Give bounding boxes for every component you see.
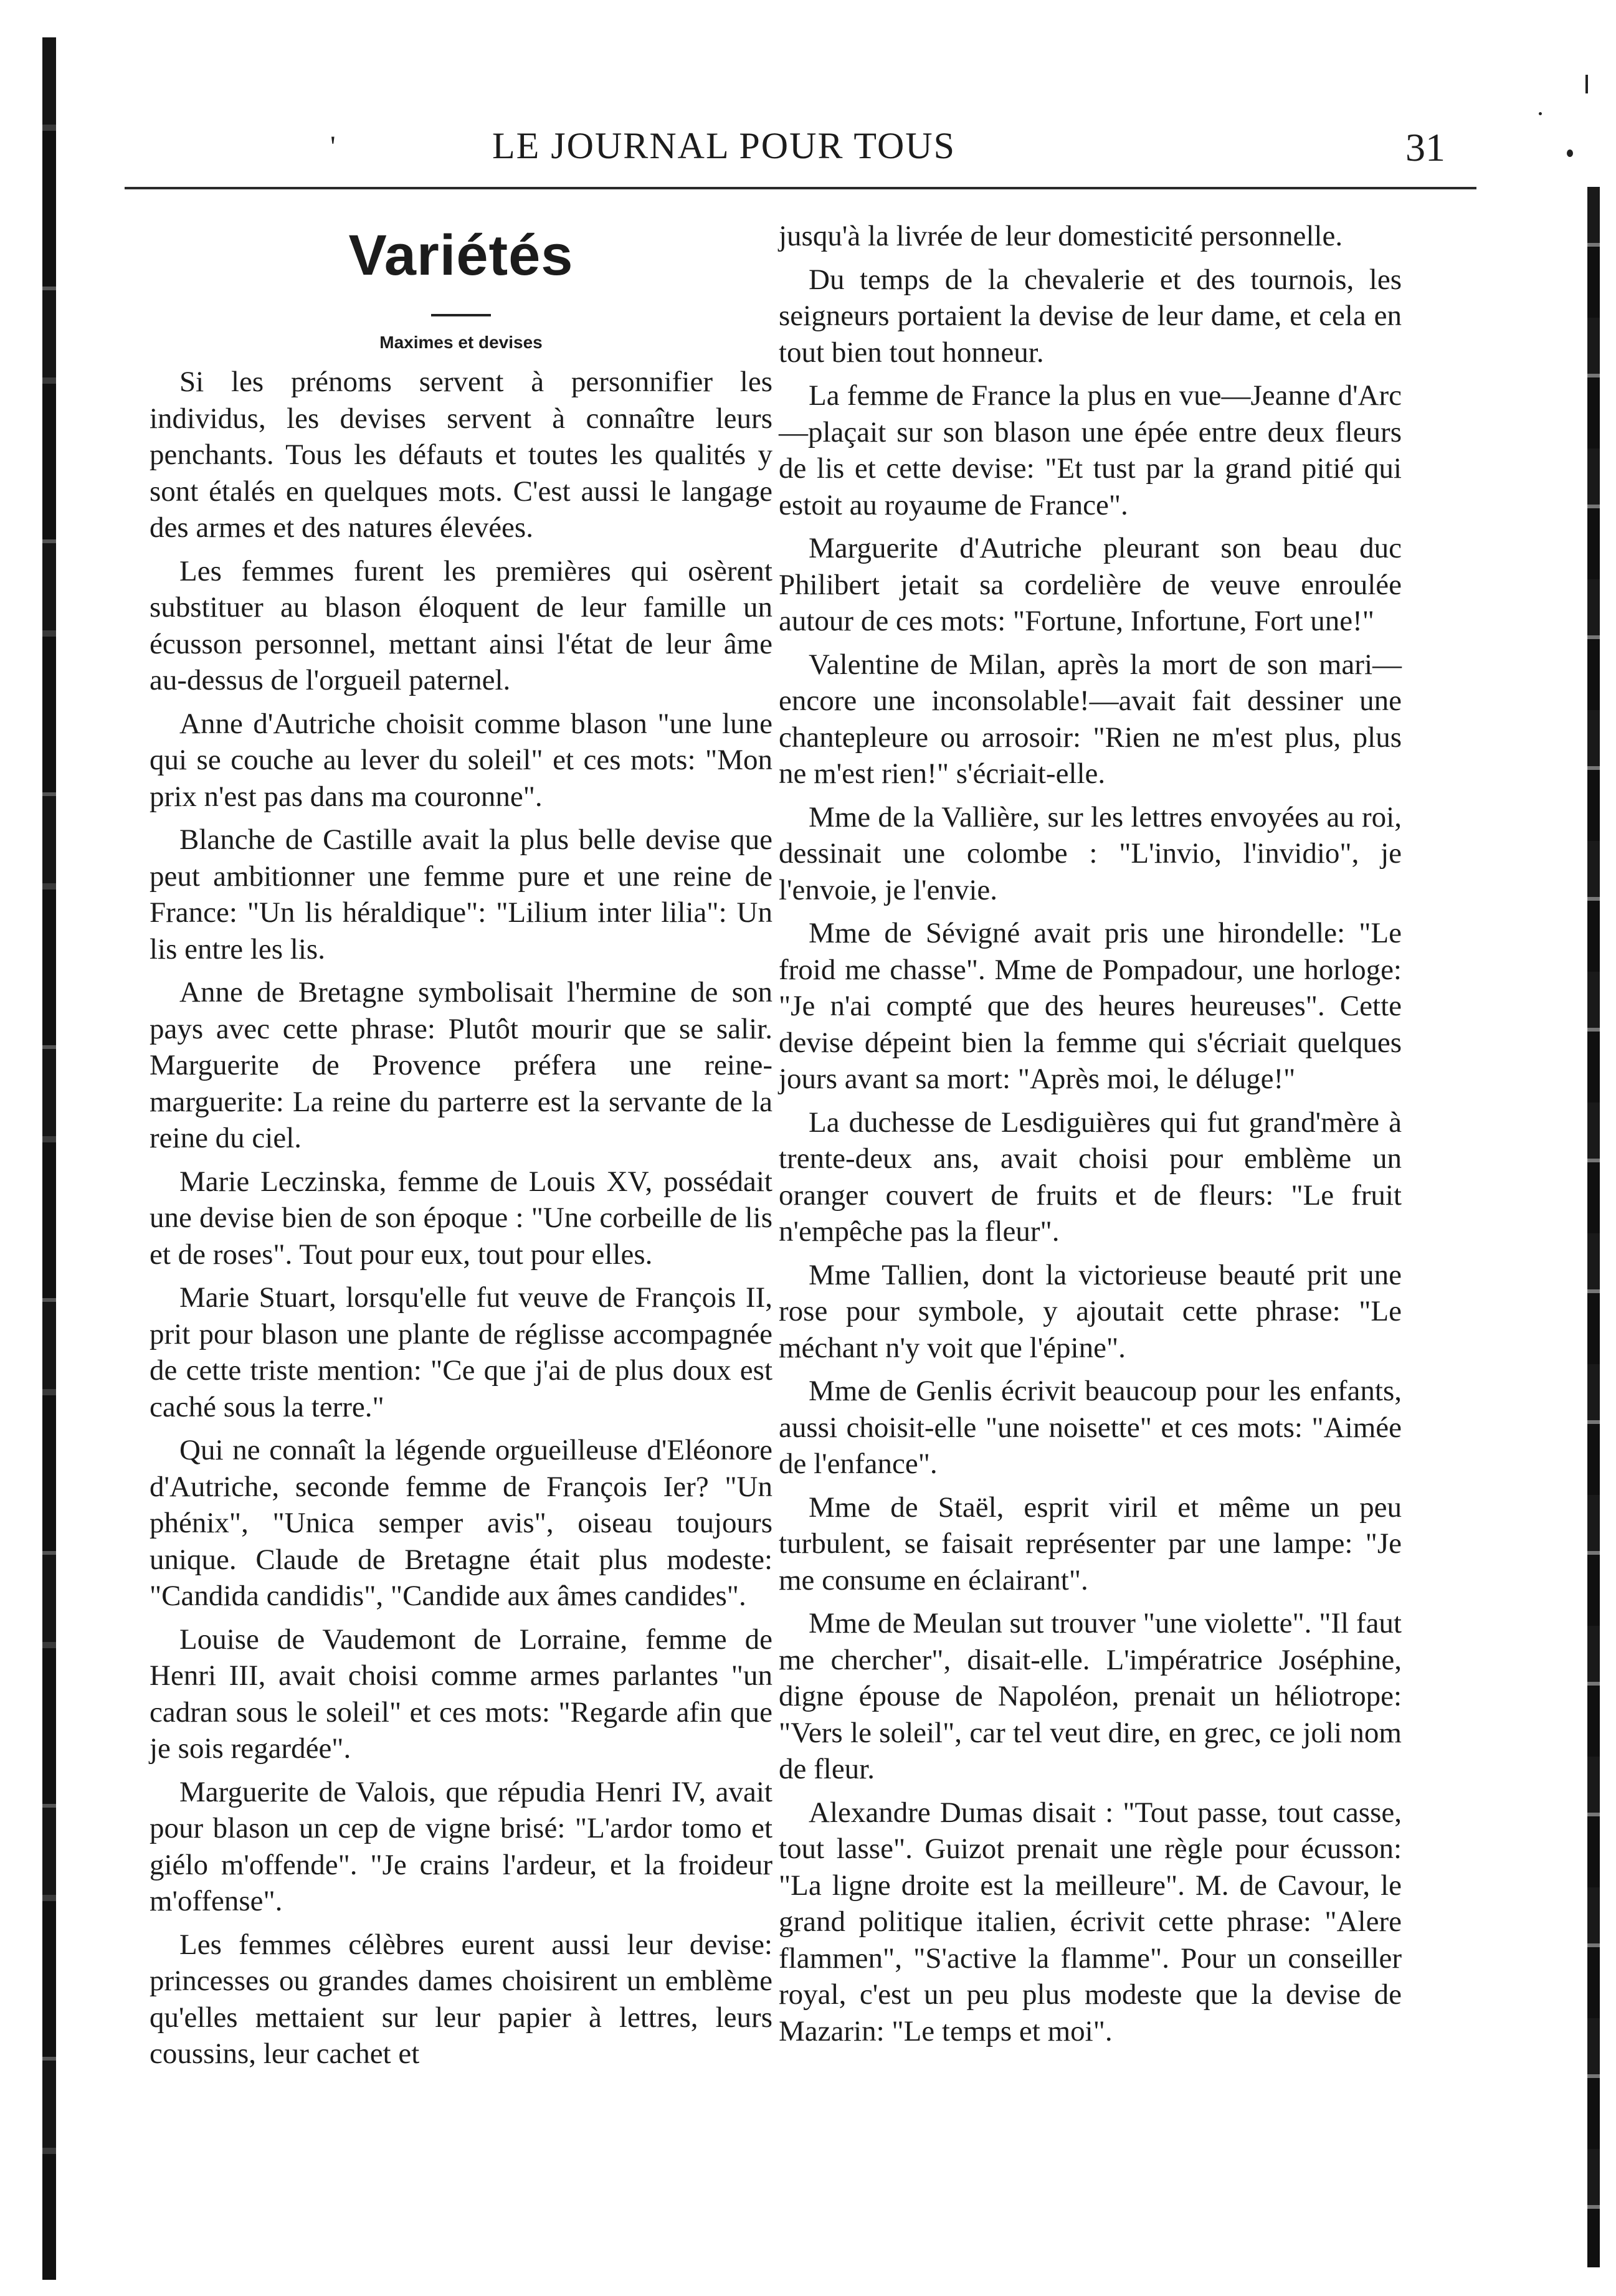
paragraph: Marie Stuart, lorsqu'elle fut veuve de François II, prit pour blason une plante de réglisse accompagnée de cette triste mention: "Ce que j'ai de plus doux est caché sous la terre." [150, 1281, 772, 1423]
paragraph: Anne d'Autriche choisit comme blason "une lune qui se couche au lever du soleil" et ces mots: "Mon prix n'est pas dans ma couronne". [150, 707, 772, 813]
journal-title: LE JOURNAL POUR TOUS [492, 125, 956, 166]
header-mark: ' [330, 130, 336, 163]
scan-edge-left [42, 37, 56, 2280]
scan-speck [1567, 149, 1573, 157]
scan-speck [1539, 112, 1542, 115]
paragraph: Marie Leczinska, femme de Louis XV, possédait une devise bien de son époque : "Une corbeille de lis et de roses". Tout pour eux, tout pour elles. [150, 1165, 772, 1271]
paragraph: Marguerite d'Autriche pleurant son beau duc Philibert jetait sa cordelière de veuve enroulée autour de ces mots: "Fortune, Infortune, Fort une!" [779, 532, 1402, 637]
section-title: Variétés [348, 224, 574, 287]
right-column [779, 218, 1402, 2056]
paragraph: Mme de Staël, esprit viril et même un peu turbulent, se faisait représenter par une lampe: "Je me consume en éclairant". [779, 1491, 1402, 1596]
scan-edge-right [1587, 187, 1600, 2267]
paragraph: Alexandre Dumas disait : "Tout passe, tout casse, tout lasse". Guizot prenait une règle pour écusson: "La ligne droite est la meilleure". M. de Cavour, le grand politique italien, écrivit cette phrase: "Alere flammen", "S'active la flamme". Pour un conseiller royal, c'est un peu plus modeste que la devise de Mazarin: "Le temps et moi". [779, 1796, 1402, 2047]
left-column [150, 218, 772, 2079]
paragraph: Du temps de la chevalerie et des tournois, les seigneurs portaient la devise de leur dame, et cela en tout bien tout honneur. [779, 263, 1402, 369]
paragraph: Louise de Vaudemont de Lorraine, femme de Henri III, avait choisi comme armes parlantes "un cadran sous le soleil" et ces mots: "Regarde afin que je sois regardée". [150, 1623, 772, 1765]
paragraph: Mme de Meulan sut trouver "une violette". "Il faut me chercher", disait-elle. L'impératrice Joséphine, digne épouse de Napoléon, prenait un héliotrope: "Vers le soleil", car tel veut dire, en grec, ce joli nom de fleur. [779, 1607, 1402, 1785]
scan-speck [1585, 75, 1588, 93]
paragraph: Blanche de Castille avait la plus belle devise que peut ambitionner une femme pure et une reine de France: "Un lis héraldique": "Lilium inter lilia": Un lis entre les lis. [150, 823, 772, 965]
paragraph: Valentine de Milan, après la mort de son mari—encore une inconsolable!—avait fait dessiner une chantepleure ou arrosoir: "Rien ne m'est plus, plus ne m'est rien!" s'écriait-elle. [779, 648, 1402, 790]
paragraph: Si les prénoms servent à personnifier les individus, les devises servent à connaître leurs penchants. Tous les défauts et toutes les qualités y sont étalés en quelques mots. C'est aussi le langage des armes et des natures élevées. [150, 366, 772, 544]
paragraph: La duchesse de Lesdiguières qui fut grand'mère à trente-deux ans, avait choisi pour emblème un oranger couvert de fruits et de fleurs: "Le fruit n'empêche pas la fleur". [779, 1106, 1402, 1248]
paragraph: Anne de Bretagne symbolisait l'hermine de son pays avec cette phrase: Plutôt mourir que se salir. Marguerite de Provence préfera une reine-marguerite: La reine du parterre est la servante de la reine du ciel. [150, 976, 772, 1154]
paragraph: Les femmes célèbres eurent aussi leur devise: princesses ou grandes dames choisirent un emblème qu'elles mettaient sur leur papier à lettres, leurs coussins, leur cachet et [150, 1928, 772, 2070]
paragraph: Mme Tallien, dont la victorieuse beauté prit une rose pour symbole, y ajoutait cette phrase: "Le méchant n'y voit que l'épine". [779, 1258, 1402, 1364]
paragraph: Mme de la Vallière, sur les lettres envoyées au roi, dessinait une colombe : "L'invio, l'invidio", je l'envoie, je l'envie. [779, 800, 1402, 906]
paragraph-continued: jusqu'à la livrée de leur domesticité personnelle. [779, 220, 1343, 252]
paragraph: La femme de France la plus en vue—Jeanne d'Arc—plaçait sur son blason une épée entre deux fleurs de lis et cette devise: "Et tust par la grand pitié qui estoit au royaume de France". [779, 379, 1402, 521]
paragraph: Mme de Genlis écrivit beaucoup pour les enfants, aussi choisit-elle "une noisette" et ces mots: "Aimée de l'enfance". [779, 1375, 1402, 1480]
running-header [125, 125, 1470, 187]
paragraph: Marguerite de Valois, que répudia Henri IV, avait pour blason un cep de vigne brisé: "L'ardor tomo et giélo m'offende". "Je crains l'ardeur, et la froideur m'offense". [150, 1775, 772, 1917]
title-rule [431, 314, 491, 316]
section-subheading: Maximes et devises [379, 333, 543, 352]
paragraph: Qui ne connaît la légende orgueilleuse d'Eléonore d'Autriche, seconde femme de François Ier? "Un phénix", "Unica semper avis", oiseau toujours unique. Claude de Bretagne était plus modeste: "Candida candidis", "Candide aux âmes candides". [150, 1434, 772, 1612]
paragraph: Mme de Sévigné avait pris une hirondelle: "Le froid me chasse". Mme de Pompadour, une horloge: "Je n'ai compté que des heures heureuses". Cette devise dépeint bien la femme qui s'écriait quelques jours avant sa mort: "Après moi, le déluge!" [779, 917, 1402, 1095]
page-number: 31 [1405, 125, 1445, 169]
paragraph: Les femmes furent les premières qui osèrent substituer au blason éloquent de leur famille un écusson personnel, mettant ainsi l'état de leur âme au-dessus de l'orgueil paternel. [150, 554, 772, 696]
header-rule [125, 187, 1476, 189]
